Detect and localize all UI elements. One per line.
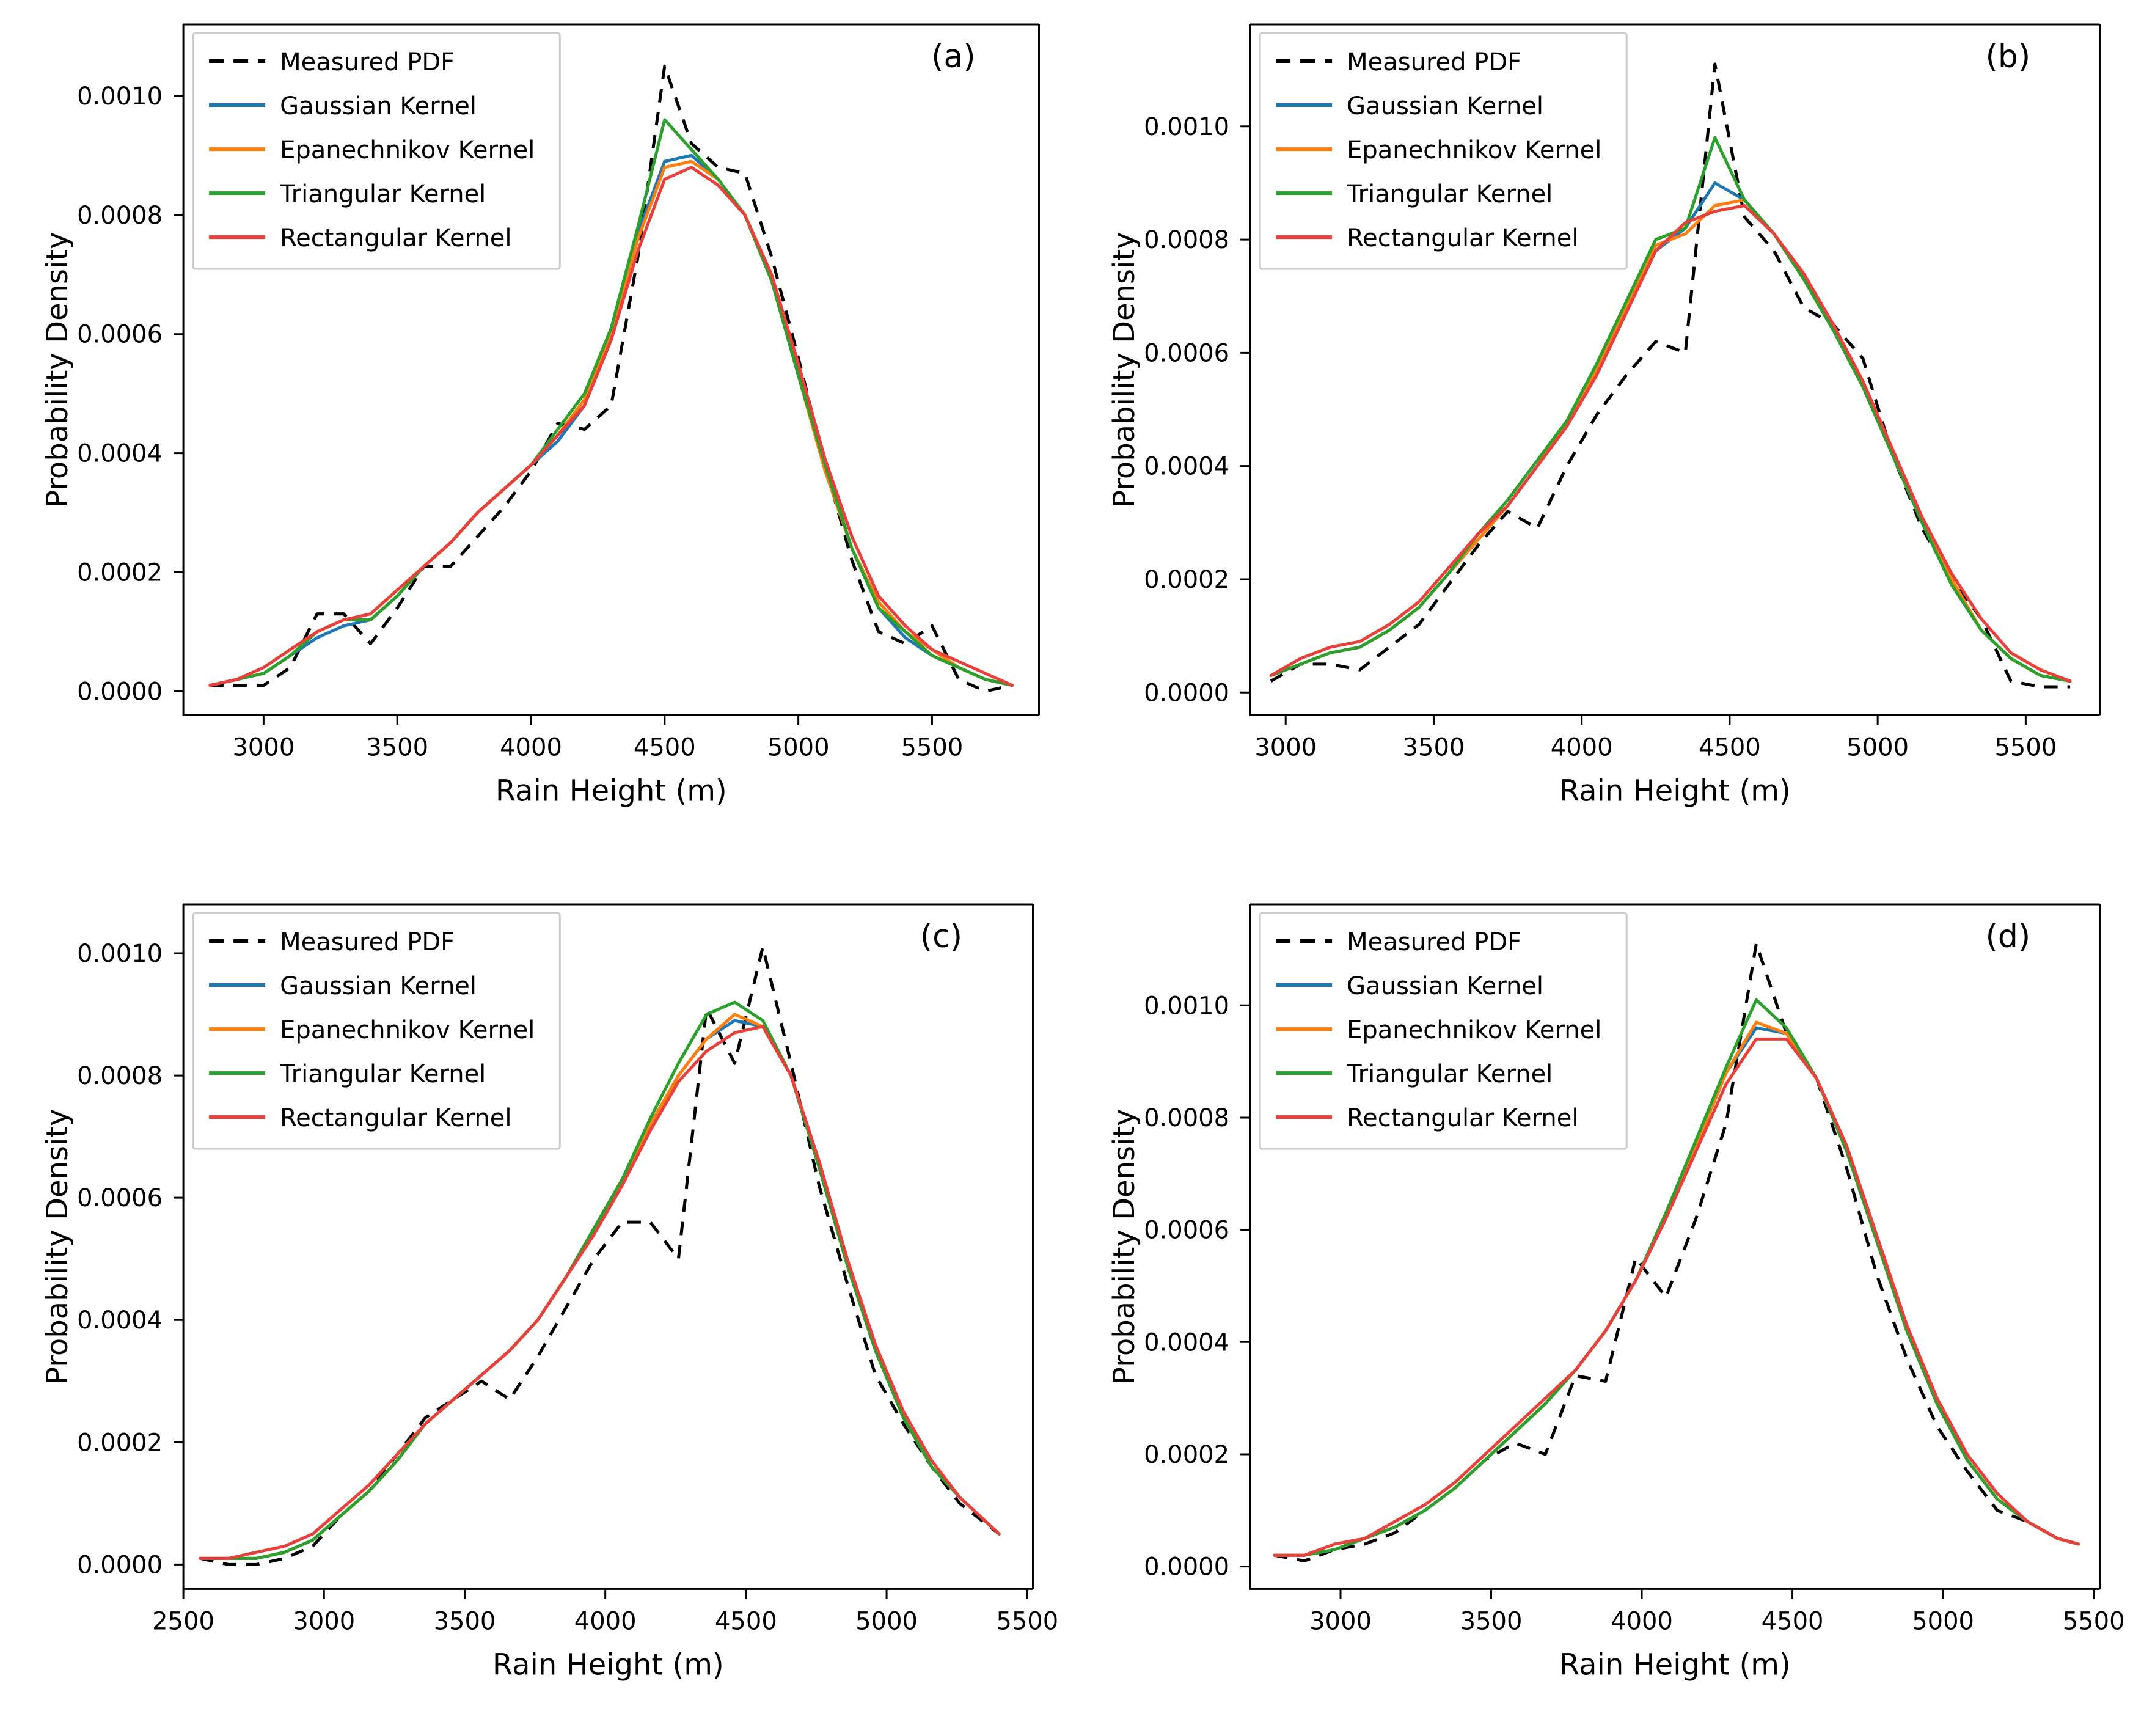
y-tick-label: 0.0004 — [77, 1307, 163, 1335]
y-tick-label: 0.0004 — [1144, 1329, 1229, 1357]
y-tick-label: 0.0008 — [77, 1063, 163, 1091]
x-tick-label: 5000 — [855, 1608, 918, 1636]
y-tick-label: 0.0010 — [1144, 992, 1229, 1020]
legend-label: Epanechnikov Kernel — [280, 1016, 535, 1044]
legend-label: Epanechnikov Kernel — [280, 136, 535, 164]
legend-label: Gaussian Kernel — [1347, 972, 1543, 1000]
x-tick-label: 5500 — [2062, 1608, 2124, 1636]
legend-label: Measured PDF — [1347, 48, 1521, 76]
x-tick-label: 4500 — [1699, 733, 1761, 761]
y-tick-label: 0.0006 — [77, 321, 163, 349]
y-tick-label: 0.0006 — [1144, 339, 1229, 367]
legend-label: Triangular Kernel — [1346, 1061, 1553, 1089]
series-epanechnikov-kernel — [1270, 200, 2069, 681]
x-axis-title: Rain Height (m) — [1559, 1648, 1790, 1682]
panel-a — [0, 0, 1067, 868]
x-tick-label: 3000 — [293, 1608, 355, 1636]
legend-label: Measured PDF — [280, 928, 455, 956]
legend-label: Gaussian Kernel — [1347, 92, 1543, 120]
panel-label: (c) — [920, 918, 962, 955]
x-tick-label: 3000 — [1309, 1608, 1372, 1636]
x-tick-label: 2500 — [152, 1608, 214, 1636]
y-tick-label: 0.0008 — [1144, 1104, 1229, 1132]
x-tick-label: 3500 — [434, 1608, 496, 1636]
legend-label: Gaussian Kernel — [280, 972, 477, 1000]
x-tick-label: 4000 — [500, 733, 562, 761]
legend-label: Triangular Kernel — [279, 180, 486, 208]
y-tick-label: 0.0002 — [1144, 1441, 1229, 1469]
legend-label: Epanechnikov Kernel — [1347, 1016, 1601, 1044]
y-tick-label: 0.0006 — [1144, 1217, 1229, 1245]
x-axis-title: Rain Height (m) — [492, 1648, 724, 1682]
y-tick-label: 0.0000 — [77, 1551, 163, 1580]
y-axis-title: Probability Density — [40, 232, 75, 507]
x-tick-label: 3500 — [1460, 1608, 1522, 1636]
x-tick-label: 3500 — [1402, 733, 1465, 761]
x-axis-title: Rain Height (m) — [496, 774, 727, 808]
y-tick-label: 0.0004 — [1144, 453, 1229, 481]
legend-label: Measured PDF — [1347, 928, 1521, 956]
x-tick-label: 4000 — [1611, 1608, 1673, 1636]
y-tick-label: 0.0008 — [77, 202, 163, 230]
x-tick-label: 5500 — [996, 1608, 1058, 1636]
x-tick-label: 5500 — [901, 733, 964, 761]
x-tick-label: 5500 — [1994, 733, 2057, 761]
y-axis-title: Probability Density — [1107, 232, 1141, 507]
x-tick-label: 4500 — [634, 733, 696, 761]
x-tick-label: 4000 — [1550, 733, 1612, 761]
x-tick-label: 4500 — [715, 1608, 777, 1636]
x-tick-label: 5000 — [1846, 733, 1909, 761]
panel-c — [0, 868, 1067, 1735]
x-tick-label: 3000 — [232, 733, 295, 761]
y-tick-label: 0.0004 — [77, 440, 163, 468]
legend-label: Rectangular Kernel — [1347, 1105, 1578, 1133]
panel-label: (a) — [931, 38, 975, 75]
panel-d — [1067, 868, 2133, 1735]
legend-label: Rectangular Kernel — [280, 224, 511, 252]
y-tick-label: 0.0010 — [77, 82, 163, 111]
legend-label: Triangular Kernel — [279, 1061, 486, 1089]
y-tick-label: 0.0010 — [77, 940, 163, 968]
x-axis-title: Rain Height (m) — [1559, 774, 1790, 808]
y-tick-label: 0.0010 — [1144, 113, 1229, 141]
legend-label: Rectangular Kernel — [1347, 224, 1578, 252]
x-tick-label: 4500 — [1761, 1608, 1823, 1636]
y-tick-label: 0.0000 — [1144, 679, 1229, 707]
x-tick-label: 5000 — [767, 733, 830, 761]
y-tick-label: 0.0002 — [77, 1429, 163, 1457]
panel-label: (b) — [1985, 38, 2030, 75]
y-tick-label: 0.0000 — [77, 678, 163, 706]
y-tick-label: 0.0000 — [1144, 1553, 1229, 1581]
y-tick-label: 0.0002 — [1144, 566, 1229, 594]
x-tick-label: 4000 — [574, 1608, 637, 1636]
y-tick-label: 0.0008 — [1144, 226, 1229, 254]
legend-label: Rectangular Kernel — [280, 1105, 511, 1133]
legend-label: Epanechnikov Kernel — [1347, 136, 1601, 164]
x-tick-label: 5000 — [1912, 1608, 1974, 1636]
legend-label: Measured PDF — [280, 48, 455, 76]
legend-label: Triangular Kernel — [1346, 180, 1553, 208]
panel-b — [1067, 0, 2133, 868]
x-tick-label: 3000 — [1254, 733, 1317, 761]
y-axis-title: Probability Density — [40, 1109, 75, 1385]
y-tick-label: 0.0006 — [77, 1185, 163, 1213]
y-tick-label: 0.0002 — [77, 559, 163, 587]
y-axis-title: Probability Density — [1107, 1109, 1141, 1385]
legend-label: Gaussian Kernel — [280, 92, 477, 120]
panel-label: (d) — [1985, 918, 2030, 955]
x-tick-label: 3500 — [366, 733, 428, 761]
series-rectangular-kernel — [1270, 205, 2069, 681]
